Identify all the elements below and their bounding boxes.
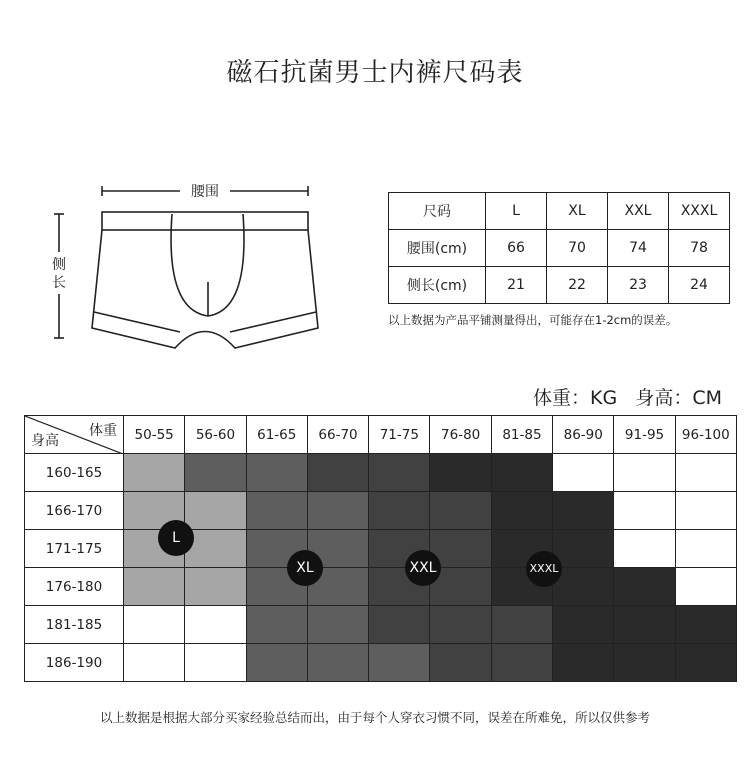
size-value-cell: 74 <box>608 230 669 267</box>
footer-note: 以上数据是根据大部分买家经验总结而出，由于每个人穿衣习惯不同，误差在所难免，所以仅供参考 <box>99 710 650 725</box>
grid-cell <box>675 606 736 644</box>
size-value-cell: 23 <box>608 267 669 304</box>
size-header-xxl: XXL <box>608 193 669 230</box>
grid-cell <box>614 606 675 644</box>
grid-cell <box>369 606 430 644</box>
size-header-xxxl: XXXL <box>669 193 730 230</box>
right-hem <box>230 312 316 332</box>
grid-cell <box>246 492 307 530</box>
side-label-char-2: 长 <box>52 275 66 291</box>
grid-cell <box>307 492 368 530</box>
height-row-label: 160-165 <box>25 454 124 492</box>
weight-header-cell: 50-55 <box>124 416 185 454</box>
corner-height-label: 身高 <box>31 433 59 449</box>
grid-cell <box>430 454 491 492</box>
weight-header-cell: 91-95 <box>614 416 675 454</box>
grid-cell <box>124 454 185 492</box>
page-title: 磁石抗菌男士内裤尺码表 <box>226 58 524 88</box>
grid-cell <box>369 492 430 530</box>
grid-cell <box>307 644 368 682</box>
grid-cell <box>430 644 491 682</box>
side-label-char-1: 侧 <box>52 257 66 273</box>
size-badge-l: L <box>158 520 194 556</box>
grid-cell <box>246 454 307 492</box>
weight-header-cell: 96-100 <box>675 416 736 454</box>
grid-cell <box>491 644 552 682</box>
grid-cell <box>675 492 736 530</box>
size-row-label: 侧长(cm) <box>389 267 486 304</box>
grid-cell <box>124 644 185 682</box>
grid-cell <box>430 492 491 530</box>
left-hem <box>94 312 180 332</box>
corner-weight-label: 体重 <box>89 423 117 439</box>
waistband <box>102 212 308 230</box>
grid-cell <box>124 568 185 606</box>
size-note: 以上数据为产品平铺测量得出，可能存在1-2cm的误差。 <box>388 313 678 327</box>
grid-cell <box>369 454 430 492</box>
weight-header-cell: 66-70 <box>307 416 368 454</box>
grid-cell <box>675 454 736 492</box>
weight-header-cell: 76-80 <box>430 416 491 454</box>
grid-cell <box>185 644 246 682</box>
grid-cell <box>185 454 246 492</box>
grid-cell <box>246 606 307 644</box>
grid-cell <box>491 492 552 530</box>
weight-header-cell: 71-75 <box>369 416 430 454</box>
size-value-cell: 22 <box>547 267 608 304</box>
grid-cell <box>675 568 736 606</box>
grid-cell <box>553 568 614 606</box>
weight-header-cell: 61-65 <box>246 416 307 454</box>
weight-header-cell: 56-60 <box>185 416 246 454</box>
grid-cell <box>185 492 246 530</box>
size-row-label: 腰围(cm) <box>389 230 486 267</box>
grid-cell <box>307 454 368 492</box>
height-row-label: 176-180 <box>25 568 124 606</box>
grid-cell <box>553 492 614 530</box>
size-value-cell: 21 <box>486 267 547 304</box>
height-row-label: 171-175 <box>25 530 124 568</box>
grid-cell <box>614 644 675 682</box>
body-outline <box>92 230 318 348</box>
size-badge-xxl: XXL <box>405 550 441 586</box>
size-badge-xl: XL <box>287 550 323 586</box>
size-header-label: 尺码 <box>389 193 486 230</box>
grid-cell <box>553 454 614 492</box>
grid-cell <box>614 568 675 606</box>
waist-label: 腰围 <box>191 184 219 200</box>
size-value-cell: 70 <box>547 230 608 267</box>
height-row-label: 181-185 <box>25 606 124 644</box>
weight-header-cell: 81-85 <box>491 416 552 454</box>
size-value-cell: 66 <box>486 230 547 267</box>
grid-cell <box>307 606 368 644</box>
size-table <box>388 192 730 304</box>
grid-cell <box>553 606 614 644</box>
grid-cell <box>185 606 246 644</box>
grid-cell <box>369 644 430 682</box>
grid-cell <box>124 606 185 644</box>
weight-header-cell: 86-90 <box>553 416 614 454</box>
height-row-label: 166-170 <box>25 492 124 530</box>
size-value-cell: 78 <box>669 230 730 267</box>
size-value-cell: 24 <box>669 267 730 304</box>
weight-height-grid <box>24 415 737 682</box>
grid-corner <box>25 416 124 454</box>
grid-cell <box>246 644 307 682</box>
grid-cell <box>675 644 736 682</box>
underwear-diagram <box>40 170 340 370</box>
size-recommendation-grid <box>24 415 730 685</box>
grid-cell <box>614 492 675 530</box>
grid-cell <box>185 530 246 568</box>
grid-cell <box>614 530 675 568</box>
grid-cell <box>675 530 736 568</box>
grid-cell <box>491 606 552 644</box>
grid-cell <box>430 606 491 644</box>
grid-cell <box>553 530 614 568</box>
grid-cell <box>614 454 675 492</box>
units-legend: 体重：KG 身高：CM <box>533 387 722 409</box>
size-badge-xxxl: XXXL <box>526 551 562 587</box>
grid-cell <box>185 568 246 606</box>
grid-cell <box>491 454 552 492</box>
size-header-l: L <box>486 193 547 230</box>
size-header-xl: XL <box>547 193 608 230</box>
height-row-label: 186-190 <box>25 644 124 682</box>
grid-cell <box>553 644 614 682</box>
